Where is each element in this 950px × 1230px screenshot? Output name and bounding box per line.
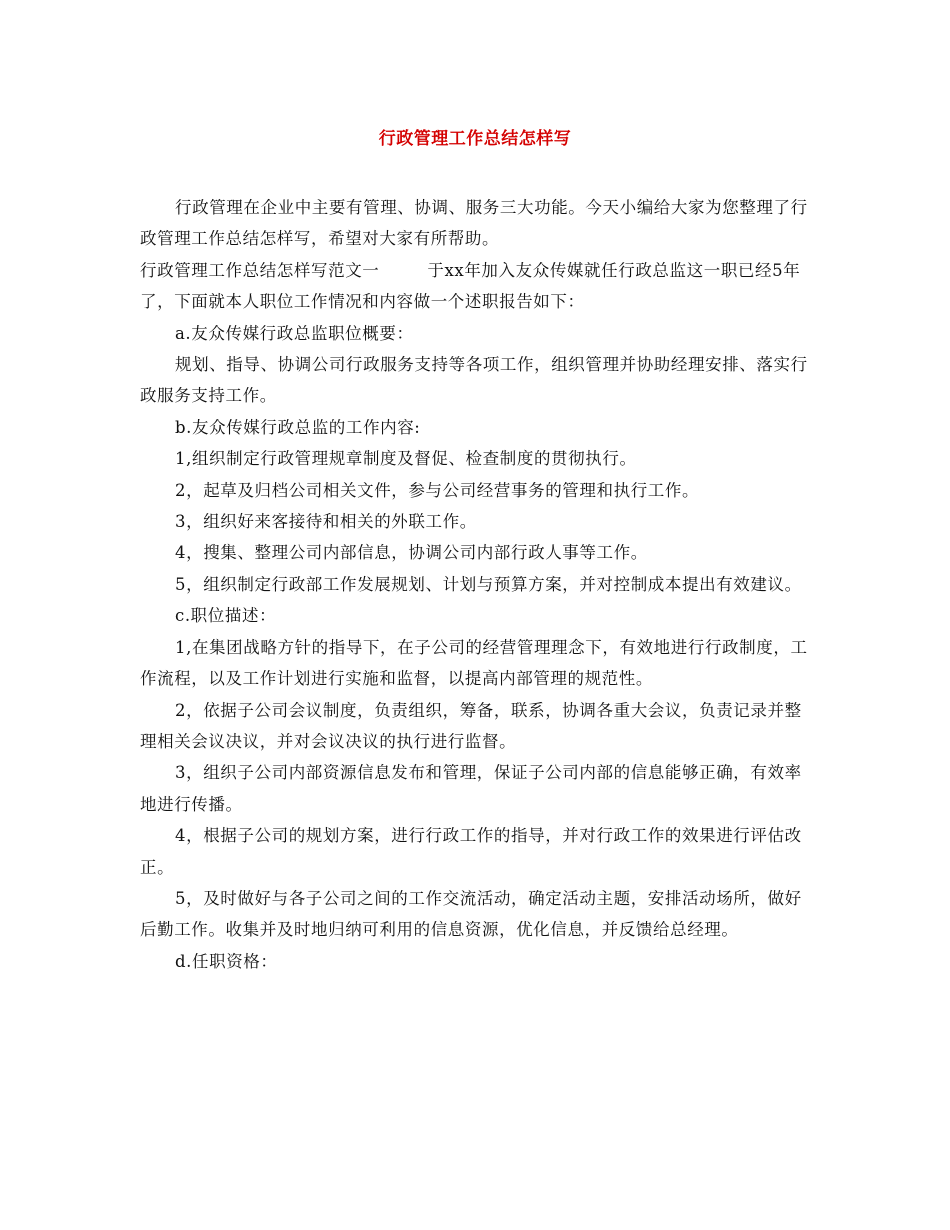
list-item: 2，起草及归档公司相关文件，参与公司经营事务的管理和执行工作。 [175,480,700,500]
list-item: 3，组织好来客接待和相关的外联工作。 [175,512,477,532]
section-c-heading: c.职位描述： [175,606,277,626]
section-d-heading: d.任职资格： [175,951,278,971]
sample-lead: 于xx年加入友众传媒就任行政总监这一职已经5年了，下面就本人职位工作情况和内容做一个述职报告如下： [140,260,801,312]
list-item: 1,在集团战略方针的指导下，在子公司的经营管理理念下，有效地进行行政制度，工作流程，以及工作计划进行实施和监督，以提高内部管理的规范性。 [140,637,808,689]
document-body [140,192,816,977]
list-item: 4，搜集、整理公司内部信息，协调公司内部行政人事等工作。 [175,543,648,563]
sample-paragraph [140,255,816,318]
section-a-text: 规划、指导、协调公司行政服务支持等各项工作，组织管理并协助经理安排、落实行政服务支持工作。 [140,355,808,406]
intro-paragraph: 行政管理在企业中主要有管理、协调、服务三大功能。今天小编给大家为您整理了行政管理工作总结怎样写，希望对大家有所帮助。 [140,198,808,249]
list-item: 1,组织制定行政管理规章制度及督促、检查制度的贯彻执行。 [175,449,637,469]
list-item: 2，依据子公司会议制度，负责组织，筹备，联系，协调各重大会议，负责记录并整理相关会议决议，并对会议决议的执行进行监督。 [140,700,802,751]
page-title: 行政管理工作总结怎样写 [378,129,572,149]
list-item: 3，组织子公司内部资源信息发布和管理，保证子公司内部的信息能够正确，有效率地进行传播。 [140,763,802,814]
section-a-heading: a.友众传媒行政总监职位概要： [175,323,414,343]
list-item: 5，组织制定行政部工作发展规划、计划与预算方案，并对控制成本提出有效建议。 [175,574,802,594]
sample-heading: 行政管理工作总结怎样写范文一 [140,260,380,280]
list-item: 5，及时做好与各子公司之间的工作交流活动，确定活动主题，安排活动场所，做好后勤工作。收集并及时地归纳可利用的信息资源，优化信息，并反馈给总经理。 [140,888,802,940]
section-b-heading: b.友众传媒行政总监的工作内容: [175,417,421,437]
list-item: 4，根据子公司的规划方案，进行行政工作的指导，并对行政工作的效果进行评估改正。 [140,826,802,877]
